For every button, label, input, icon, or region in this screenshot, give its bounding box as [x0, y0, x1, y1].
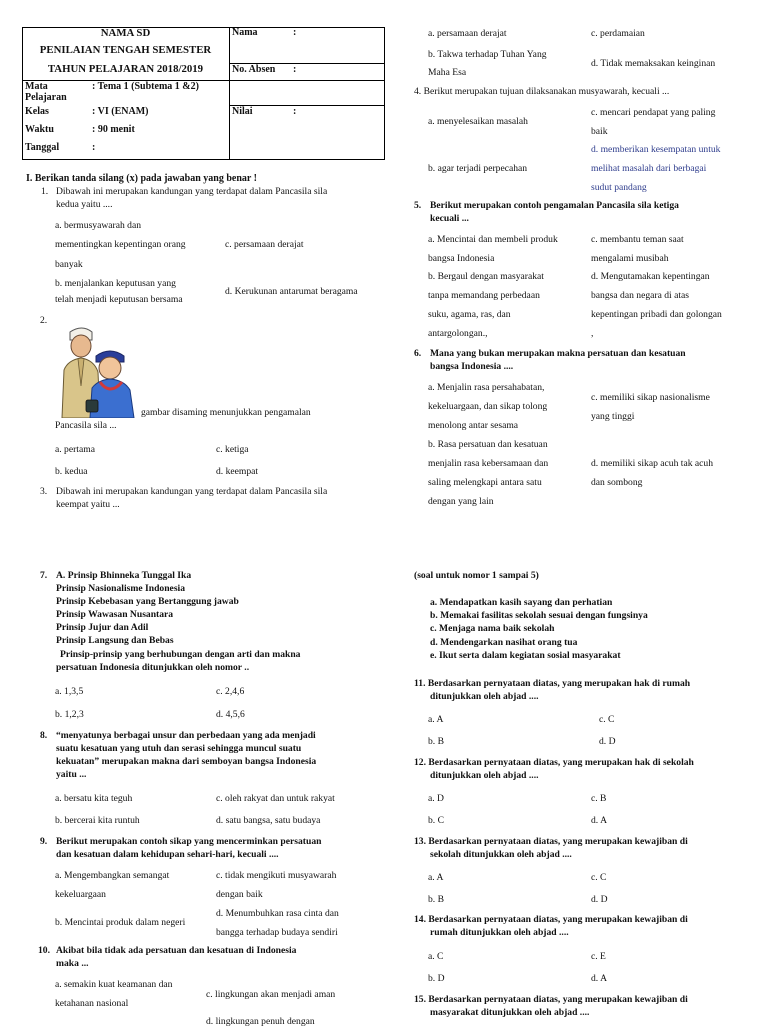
- statement-item: c. Menjaga nama baik sekolah: [430, 623, 555, 634]
- statement-item: b. Memakai fasilitas sekolah sesuai dengan fungsinya: [430, 610, 648, 621]
- q11-option-d[interactable]: d. D: [599, 736, 616, 747]
- mapel-label: Mata: [25, 81, 48, 92]
- kelas-label: Kelas: [25, 106, 49, 117]
- q9-option-c[interactable]: c. tidak mengikuti musyawarah: [216, 870, 337, 881]
- q5-option-b-line4: antargolongan.,: [428, 328, 488, 339]
- q8-text-2: suatu kesatuan yang utuh dan serasi sehingga muncul suatu: [56, 743, 302, 754]
- section-title: I. Berikan tanda silang (x) pada jawaban yang benar !: [26, 173, 257, 184]
- q13-option-c[interactable]: c. C: [591, 872, 607, 883]
- q5-option-d-line3: kepentingan pribadi dan golongan: [591, 309, 722, 320]
- q5-option-c-line2: mengalami musibah: [591, 253, 669, 264]
- q10-option-d[interactable]: d. lingkungan penuh dengan: [206, 1016, 315, 1027]
- q2-option-d[interactable]: d. keempat: [216, 466, 259, 477]
- q5-option-d-line4: ,: [591, 328, 594, 339]
- q9-option-d[interactable]: d. Menumbuhkan rasa cinta dan: [216, 908, 339, 919]
- q12-text-2: ditunjukkan oleh abjad ....: [430, 770, 539, 781]
- nama-field[interactable]: :: [293, 27, 297, 38]
- q4-option-b[interactable]: b. agar terjadi perpecahan: [428, 163, 528, 174]
- q2-caption-2: Pancasila sila ...: [55, 420, 117, 431]
- q12-option-d[interactable]: d. A: [591, 815, 607, 826]
- q13-text-2: sekolah ditunjukkan oleh abjad ....: [430, 849, 572, 860]
- q6-option-a[interactable]: a. Menjalin rasa persahabatan,: [428, 382, 545, 393]
- q6-option-a-line3: menolong antar sesama: [428, 420, 519, 431]
- q9-option-a[interactable]: a. Mengembangkan semangat: [55, 870, 170, 881]
- q5-option-c[interactable]: c. membantu teman saat: [591, 234, 684, 245]
- q1-option-b[interactable]: b. menjalankan keputusan yang: [55, 278, 176, 289]
- q11-text-2: ditunjukkan oleh abjad ....: [430, 691, 539, 702]
- q6-option-d[interactable]: d. memiliki sikap acuh tak acuh: [591, 458, 714, 469]
- q3-number: 3.: [40, 486, 48, 497]
- q2-option-b[interactable]: b. kedua: [55, 466, 88, 477]
- q7-number: 7.: [40, 570, 48, 581]
- q1-option-b-line2: telah menjadi keputusan bersama: [55, 294, 183, 305]
- q1-option-a-line2: mementingkan kepentingan orang: [55, 239, 186, 250]
- waktu-label: Waktu: [25, 124, 54, 135]
- q5-option-d-line2: bangsa dan negara di atas: [591, 290, 690, 301]
- q8-text-3: kekuatan” merupakan makna dari semboyan bangsa Indonesia: [56, 756, 317, 767]
- q7-item: Prinsip Wawasan Nusantara: [56, 609, 174, 620]
- q8-option-d[interactable]: d. satu bangsa, satu budaya: [216, 815, 321, 826]
- q3-option-d[interactable]: d. Tidak memaksakan keinginan: [591, 58, 716, 69]
- q4-option-a[interactable]: a. menyelesaikan masalah: [428, 116, 528, 127]
- statement-item: a. Mendapatkan kasih sayang dan perhatian: [430, 597, 613, 608]
- nilai-field[interactable]: :: [293, 106, 297, 117]
- q7-option-d[interactable]: d. 4,5,6: [216, 709, 245, 720]
- q4-option-c-line2: baik: [591, 126, 608, 137]
- q13-option-d[interactable]: d. D: [591, 894, 608, 905]
- q11-option-c[interactable]: c. C: [599, 714, 615, 725]
- q12-option-a[interactable]: a. D: [428, 793, 444, 804]
- q8-text: “menyatunya berbagai unsur dan perbedaan yang ada menjadi: [56, 730, 316, 741]
- q5-text: Berikut merupakan contoh pengamalan Pancasila sila ketiga: [430, 200, 679, 211]
- q5-option-a[interactable]: a. Mencintai dan membeli produk: [428, 234, 558, 245]
- q7-option-b[interactable]: b. 1,2,3: [55, 709, 84, 720]
- q4-option-d-line3: sudut pandang: [591, 182, 647, 193]
- q1-option-a[interactable]: a. bermusyawarah dan: [55, 220, 142, 231]
- q8-number: 8.: [40, 730, 48, 741]
- q6-option-c-line2: yang tinggi: [591, 411, 635, 422]
- soal-title: (soal untuk nomor 1 sampai 5): [414, 570, 539, 581]
- q6-number: 6.: [414, 348, 422, 359]
- q5-option-b-line3: suku, agama, ras, dan: [428, 309, 511, 320]
- q6-option-c[interactable]: c. memiliki sikap nasionalisme: [591, 392, 710, 403]
- q14-option-d[interactable]: d. A: [591, 973, 607, 984]
- q8-option-c[interactable]: c. oleh rakyat dan untuk rakyat: [216, 793, 335, 804]
- q8-option-b[interactable]: b. bercerai kita runtuh: [55, 815, 140, 826]
- q9-text-2: dan kesatuan dalam kehidupan sehari-hari, kecuali ....: [56, 849, 279, 860]
- q4-option-d-line2: melihat masalah dari berbagai: [591, 163, 707, 174]
- q7-item: Prinsip Kebebasan yang Bertanggung jawab: [56, 596, 239, 607]
- q1-number: 1.: [41, 186, 49, 197]
- q10-option-a-line2: ketahanan nasional: [55, 998, 129, 1009]
- q3-option-b-line2: Maha Esa: [428, 67, 467, 78]
- q6-text: Mana yang bukan merupakan makna persatuan dan kesatuan: [430, 348, 686, 359]
- q9-option-b[interactable]: b. Mencintai produk dalam negeri: [55, 917, 186, 928]
- q3-option-a[interactable]: a. persamaan derajat: [428, 28, 507, 39]
- q7-text-2: persatuan Indonesia ditunjukkan oleh nomor ..: [56, 662, 250, 673]
- q9-text: Berikut merupakan contoh sikap yang mencerminkan persatuan: [56, 836, 322, 847]
- q5-number: 5.: [414, 200, 422, 211]
- q9-option-c-line2: dengan baik: [216, 889, 263, 900]
- q9-option-a-line2: kekeluargaan: [55, 889, 106, 900]
- q6-text-2: bangsa Indonesia ....: [430, 361, 514, 372]
- q5-option-a-line2: bangsa Indonesia: [428, 253, 495, 264]
- q7-option-c[interactable]: c. 2,4,6: [216, 686, 245, 697]
- absen-field[interactable]: :: [293, 64, 297, 75]
- q7-item: Prinsip Langsung dan Bebas: [56, 635, 174, 646]
- q15-text-2: masyarakat ditunjukkan oleh abjad ....: [430, 1007, 590, 1018]
- q12-option-c[interactable]: c. B: [591, 793, 607, 804]
- q12-text: 12. Berdasarkan pernyataan diatas, yang merupakan hak di sekolah: [414, 757, 694, 768]
- tanggal-field[interactable]: :: [92, 142, 96, 153]
- q9-option-d-line2: bangga terhadap budaya sendiri: [216, 927, 338, 938]
- q6-option-b-line2: menjalin rasa kebersamaan dan: [428, 458, 549, 469]
- q4-text: 4. Berikut merupakan tujuan dilaksanakan musyawarah, kecuali ...: [414, 86, 670, 97]
- q11-text: 11. Berdasarkan pernyataan diatas, yang merupakan hak di rumah: [414, 678, 691, 689]
- q5-option-d[interactable]: d. Mengutamakan kepentingan: [591, 271, 710, 282]
- waktu-value: : 90 menit: [92, 124, 135, 135]
- q2-caption: gambar disaming menunjukkan pengamalan: [141, 407, 311, 418]
- q5-option-b[interactable]: b. Bergaul dengan masyarakat: [428, 271, 544, 282]
- q10-number: 10.: [38, 945, 50, 956]
- mapel-value: : Tema 1 (Subtema 1 &2): [92, 81, 199, 92]
- nilai-label: Nilai: [232, 106, 253, 117]
- q10-option-a[interactable]: a. semakin kuat keamanan dan: [55, 979, 173, 990]
- q10-option-c[interactable]: c. lingkungan akan menjadi aman: [206, 989, 336, 1000]
- q6-option-d-line2: dan sombong: [591, 477, 643, 488]
- q10-text-2: maka ...: [56, 958, 89, 969]
- q11-option-b[interactable]: b. B: [428, 736, 444, 747]
- q4-option-c[interactable]: c. mencari pendapat yang paling: [591, 107, 716, 118]
- q12-option-b[interactable]: b. C: [428, 815, 444, 826]
- q7-text: Prinsip-prinsip yang berhubungan dengan arti dan makna: [60, 649, 301, 660]
- q2-option-c[interactable]: c. ketiga: [216, 444, 249, 455]
- q6-option-a-line2: kekeluargaan, dan sikap tolong: [428, 401, 548, 412]
- q5-text-2: kecuali ...: [430, 213, 469, 224]
- q7-option-a[interactable]: a. 1,3,5: [55, 686, 84, 697]
- q1-option-c[interactable]: c. persamaan derajat: [225, 239, 304, 250]
- q4-option-d[interactable]: d. memberikan kesempatan untuk: [591, 144, 721, 155]
- q14-text: 14. Berdasarkan pernyataan diatas, yang merupakan kewajiban di: [414, 914, 688, 925]
- q6-option-b-line3: saling melengkapi antara satu: [428, 477, 542, 488]
- q6-option-b-line4: dengan yang lain: [428, 496, 494, 507]
- q5-option-b-line2: tanpa memandang perbedaan: [428, 290, 540, 301]
- kelas-value: : VI (ENAM): [92, 106, 149, 117]
- q3-text: Dibawah ini merupakan kandungan yang terdapat dalam Pancasila sila: [56, 486, 328, 497]
- q3-option-c[interactable]: c. perdamaian: [591, 28, 645, 39]
- q15-text: 15. Berdasarkan pernyataan diatas, yang merupakan kewajiban di: [414, 994, 688, 1005]
- tanggal-label: Tanggal: [25, 142, 60, 153]
- q13-option-a[interactable]: a. A: [428, 872, 444, 883]
- q7-item: A. Prinsip Bhinneka Tunggal Ika: [56, 570, 192, 581]
- q13-text: 13. Berdasarkan pernyataan diatas, yang merupakan kewajiban di: [414, 836, 688, 847]
- statement-item: e. Ikut serta dalam kegiatan sosial masyarakat: [430, 650, 621, 661]
- q14-option-b[interactable]: b. D: [428, 973, 445, 984]
- q14-text-2: rumah ditunjukkan oleh abjad ....: [430, 927, 569, 938]
- q6-option-b[interactable]: b. Rasa persatuan dan kesatuan: [428, 439, 548, 450]
- q2-number: 2.: [40, 315, 48, 326]
- q8-text-4: yaitu ...: [56, 769, 87, 780]
- q1-text: Dibawah ini merupakan kandungan yang terdapat dalam Pancasila sila: [56, 186, 328, 197]
- exam-title: PENILAIAN TENGAH SEMESTER: [39, 44, 212, 56]
- q7-item: Prinsip Nasionalisme Indonesia: [56, 583, 186, 594]
- q1-text-2: kedua yaitu ....: [56, 199, 113, 210]
- q1-option-d[interactable]: d. Kerukunan antarumat beragama: [225, 286, 358, 297]
- school-name: NAMA SD: [100, 27, 151, 39]
- nama-label: Nama: [232, 27, 258, 38]
- q3-text-2: keempat yaitu ...: [56, 499, 120, 510]
- q14-option-a[interactable]: a. C: [428, 951, 444, 962]
- q1-option-a-line3: banyak: [55, 259, 83, 270]
- q14-option-c[interactable]: c. E: [591, 951, 606, 962]
- q8-option-a[interactable]: a. bersatu kita teguh: [55, 793, 133, 804]
- q11-option-a[interactable]: a. A: [428, 714, 444, 725]
- q3-option-b[interactable]: b. Takwa terhadap Tuhan Yang: [428, 49, 547, 60]
- mapel-label-2: Pelajaran: [25, 92, 67, 103]
- q10-text: Akibat bila tidak ada persatuan dan kesatuan di Indonesia: [56, 945, 297, 956]
- q2-option-a[interactable]: a. pertama: [55, 444, 95, 455]
- q9-number: 9.: [40, 836, 48, 847]
- absen-label: No. Absen: [232, 64, 276, 75]
- family-illustration: [56, 326, 140, 418]
- statement-item: d. Mendengarkan nasihat orang tua: [430, 637, 578, 648]
- school-year: TAHUN PELAJARAN 2018/2019: [47, 63, 204, 75]
- q13-option-b[interactable]: b. B: [428, 894, 444, 905]
- q7-item: Prinsip Jujur dan Adil: [56, 622, 149, 633]
